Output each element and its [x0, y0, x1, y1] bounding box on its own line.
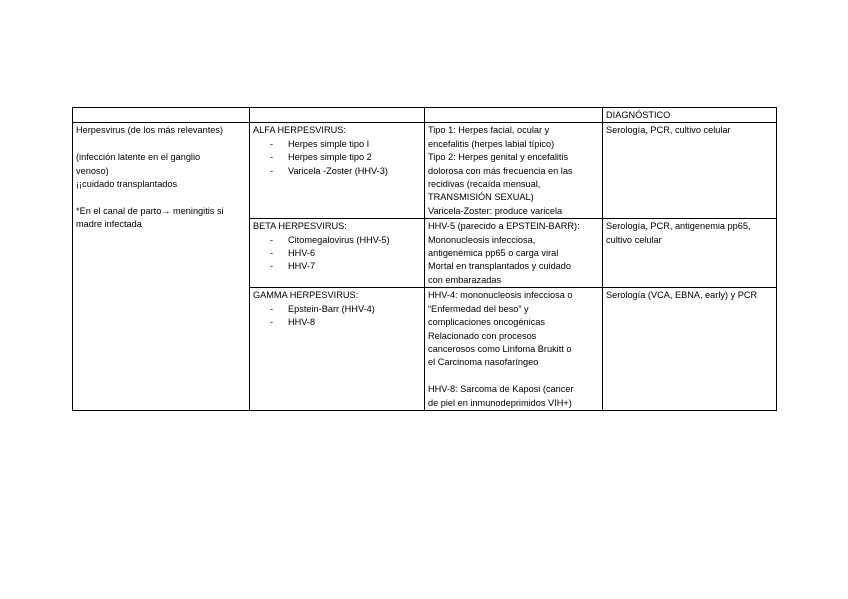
- header-cell-diagnostico: DIAGNÓSTICO: [603, 108, 777, 123]
- summary-note-line-1: *En el canal de parto→ meningitis si: [76, 205, 224, 216]
- diagnosis-cell-gamma: Serología (VCA, EBNA, early) y PCR: [603, 288, 777, 411]
- list-item: - Epstein-Barr (HHV-4): [270, 303, 375, 314]
- table-row-alfa: [73, 123, 777, 219]
- group-cell-gamma: [250, 288, 425, 411]
- diagnosis-cell-alfa: Serología, PCR, cultivo celular: [603, 123, 777, 219]
- header-cell-3: [425, 108, 603, 123]
- list-item: - Varicela -Zoster (HHV-3): [270, 165, 388, 176]
- clinical-cell-beta: HHV-5 (parecido a EPSTEIN-BARR): Mononucleosis infecciosa, antigenémica pp65 o carga viral Mortal en transplantados y cuidado con embarazadas: [425, 219, 603, 288]
- list-item: - Herpes simple tipo I: [270, 138, 370, 149]
- summary-note-line-2: madre infectada: [76, 219, 142, 230]
- list-item: - Herpes simple tipo 2: [270, 152, 372, 163]
- summary-latent-line-1: (infección latente en el ganglio: [76, 152, 201, 163]
- clinical-cell-gamma: HHV-4: mononucleosis infecciosa o “Enfermedad del beso” y complicaciones oncogénicas Relacionado con procesos cancerosos como Linfoma Brukitt o el Carcinoma nasofaríngeo HHV-8: Sarcoma de Kaposi (cancer de piel en inmunodeprimidos VIH+): [425, 288, 603, 411]
- header-cell-1: [73, 108, 250, 123]
- clinical-cell-alfa: Tipo 1: Herpes facial, ocular y encefalitis (herpes labial típico) Tipo 2: Herpes genital y encefalitis dolorosa con más frecuencia en las recidivas (recaída mensual, TRANSMISIÓN SEXUAL) Varicela-Zoster: produce varicela: [425, 123, 603, 219]
- group-title-gamma: GAMMA HERPESVIRUS:: [253, 290, 359, 301]
- herpesvirus-summary-cell: [73, 123, 250, 411]
- member-list-gamma: [253, 303, 421, 330]
- diagnosis-cell-beta: Serología, PCR, antigenemia pp65, cultivo celular: [603, 219, 777, 288]
- table-header-row: [73, 108, 777, 123]
- list-item: - Citomegalovirus (HHV-5): [270, 234, 390, 245]
- summary-latent-line-2: venoso): [76, 165, 109, 176]
- group-cell-alfa: [250, 123, 425, 219]
- summary-title: Herpesvirus (de los más relevantes): [76, 125, 224, 136]
- herpesvirus-table: [72, 107, 777, 411]
- member-list-beta: [253, 234, 421, 274]
- group-title-beta: BETA HERPESVIRUS:: [253, 221, 347, 232]
- list-item: - HHV-7: [270, 261, 316, 272]
- list-item: - HHV-8: [270, 317, 316, 328]
- list-item: - HHV-6: [270, 248, 316, 259]
- group-cell-beta: [250, 219, 425, 288]
- member-list-alfa: [253, 138, 421, 178]
- summary-warning: ¡¡cuidado transplantados: [76, 179, 178, 190]
- header-cell-2: [250, 108, 425, 123]
- group-title-alfa: ALFA HERPESVIRUS:: [253, 125, 346, 136]
